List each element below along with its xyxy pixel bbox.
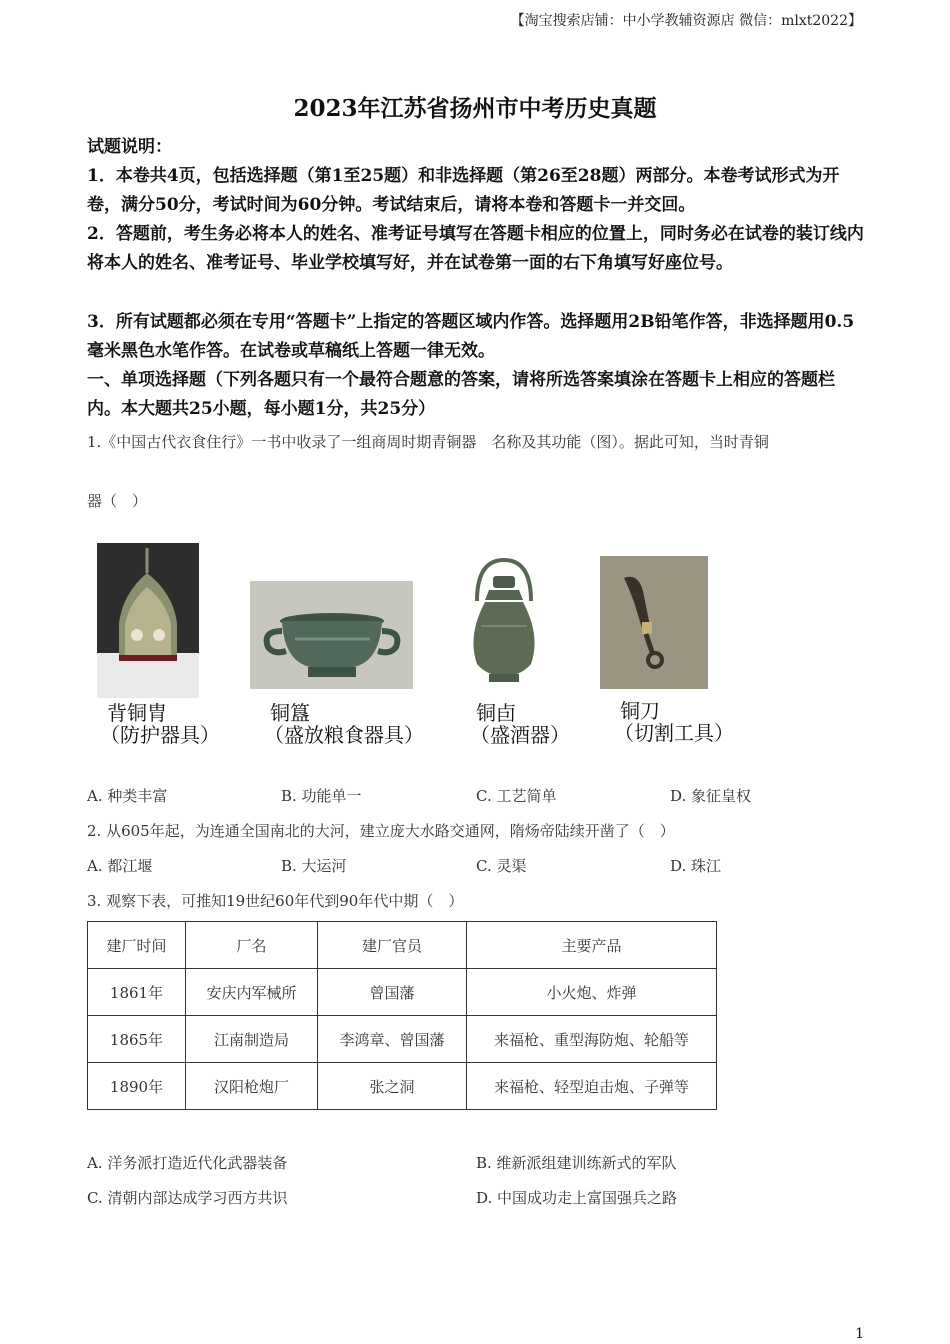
table-row bbox=[88, 1016, 717, 1063]
q1-option-c[interactable]: C. 工艺简单 bbox=[476, 787, 557, 805]
fig3-name: 铜卣 bbox=[476, 701, 516, 725]
table-cell: 张之洞 bbox=[318, 1063, 467, 1110]
instruction-1: 1．本卷共4页，包括选择题（第1至25题）和非选择题（第26至28题）两部分。本卷考试形式为开卷，满分50分，考试时间为60分钟。考试结束后，请将本卷和答题卡一并交回。 bbox=[87, 166, 840, 215]
q2-stem: 2. 从605年起，为连通全国南北的大河，建立庞大水路交通网，隋炀帝陆续开凿了（ ） bbox=[87, 822, 675, 840]
table-header: 建厂官员 bbox=[318, 922, 467, 969]
table-cell: 1861年 bbox=[88, 969, 186, 1016]
table-row bbox=[88, 1063, 717, 1110]
table-header: 建厂时间 bbox=[88, 922, 186, 969]
knife-image bbox=[600, 556, 708, 689]
q3-option-c[interactable]: C. 清朝内部达成学习西方共识 bbox=[87, 1189, 288, 1207]
table-header: 主要产品 bbox=[467, 922, 717, 969]
fig2-func: （盛放粮食器具） bbox=[264, 723, 424, 747]
gui-vessel-image bbox=[250, 581, 413, 689]
fig3-func: （盛酒器） bbox=[470, 723, 570, 747]
factory-table bbox=[87, 921, 717, 1110]
table-cell: 小火炮、炸弹 bbox=[467, 969, 717, 1016]
page-title: 2023年江苏省扬州市中考历史真题 bbox=[293, 95, 657, 122]
page-number: 1 bbox=[855, 1326, 864, 1342]
instruction-2: 2．答题前，考生务必将本人的姓名、准考证号填写在答题卡相应的位置上，同时务必在试卷的装订线内将本人的姓名、准考证号、毕业学校填写好，并在试卷第一面的右下角填写好座位号。 bbox=[87, 224, 864, 273]
q2-option-b[interactable]: B. 大运河 bbox=[281, 857, 347, 875]
header-note: 【淘宝搜索店铺：中小学教辅资源店 微信：mlxt2022】 bbox=[510, 13, 862, 29]
q3-stem: 3. 观察下表，可推知19世纪60年代到90年代中期（ ） bbox=[87, 892, 464, 910]
q2-option-d[interactable]: D. 珠江 bbox=[670, 857, 722, 875]
you-vessel-image bbox=[463, 556, 545, 686]
fig2-name: 铜簋 bbox=[270, 701, 310, 725]
q3-option-d[interactable]: D. 中国成功走上富国强兵之路 bbox=[476, 1189, 678, 1207]
instruction-3: 3．所有试题都必须在专用“答题卡”上指定的答题区域内作答。选择题用2B铅笔作答，非选择题用0.5毫米黑色水笔作答。在试卷或草稿纸上答题一律无效。 bbox=[87, 312, 855, 361]
section-heading: 一、单项选择题（下列各题只有一个最符合题意的答案，请将所选答案填涂在答题卡上相应的答题栏内。本大题共25小题，每小题1分，共25分） bbox=[87, 370, 835, 419]
q3-option-b[interactable]: B. 维新派组建训练新式的军队 bbox=[476, 1154, 677, 1172]
table-cell: 江南制造局 bbox=[186, 1016, 318, 1063]
table-header-row bbox=[88, 922, 717, 969]
table-cell: 汉阳枪炮厂 bbox=[186, 1063, 318, 1110]
table-cell: 来福枪、重型海防炮、轮船等 bbox=[467, 1016, 717, 1063]
q2-option-c[interactable]: C. 灵渠 bbox=[476, 857, 527, 875]
fig1-func: （防护器具） bbox=[100, 723, 220, 747]
q2-option-a[interactable]: A. 都江堰 bbox=[87, 857, 153, 875]
q1-option-b[interactable]: B. 功能单一 bbox=[281, 787, 362, 805]
table-cell: 来福枪、轻型迫击炮、子弹等 bbox=[467, 1063, 717, 1110]
table-cell: 曾国藩 bbox=[318, 969, 467, 1016]
fig4-func: （切割工具） bbox=[614, 721, 734, 745]
helmet-image bbox=[97, 543, 199, 698]
fig1-name: 背铜胄 bbox=[107, 701, 167, 725]
table-header: 厂名 bbox=[186, 922, 318, 969]
table-row bbox=[88, 969, 717, 1016]
table-cell: 1865年 bbox=[88, 1016, 186, 1063]
table-cell: 李鸿章、曾国藩 bbox=[318, 1016, 467, 1063]
q3-option-a[interactable]: A. 洋务派打造近代化武器装备 bbox=[87, 1154, 288, 1172]
fig4-name: 铜刀 bbox=[620, 699, 660, 723]
table-cell: 安庆内军械所 bbox=[186, 969, 318, 1016]
q1-option-a[interactable]: A. 种类丰富 bbox=[87, 787, 168, 805]
q1-stem-line2: 器（ ） bbox=[87, 492, 148, 510]
q1-stem-line1: 1.《中国古代衣食住行》一书中收录了一组商周时期青铜器 名称及其功能（图）。据此可知，当时青铜 bbox=[87, 433, 769, 451]
table-cell: 1890年 bbox=[88, 1063, 186, 1110]
instructions-heading: 试题说明： bbox=[87, 137, 172, 157]
q1-option-d[interactable]: D. 象征皇权 bbox=[670, 787, 752, 805]
